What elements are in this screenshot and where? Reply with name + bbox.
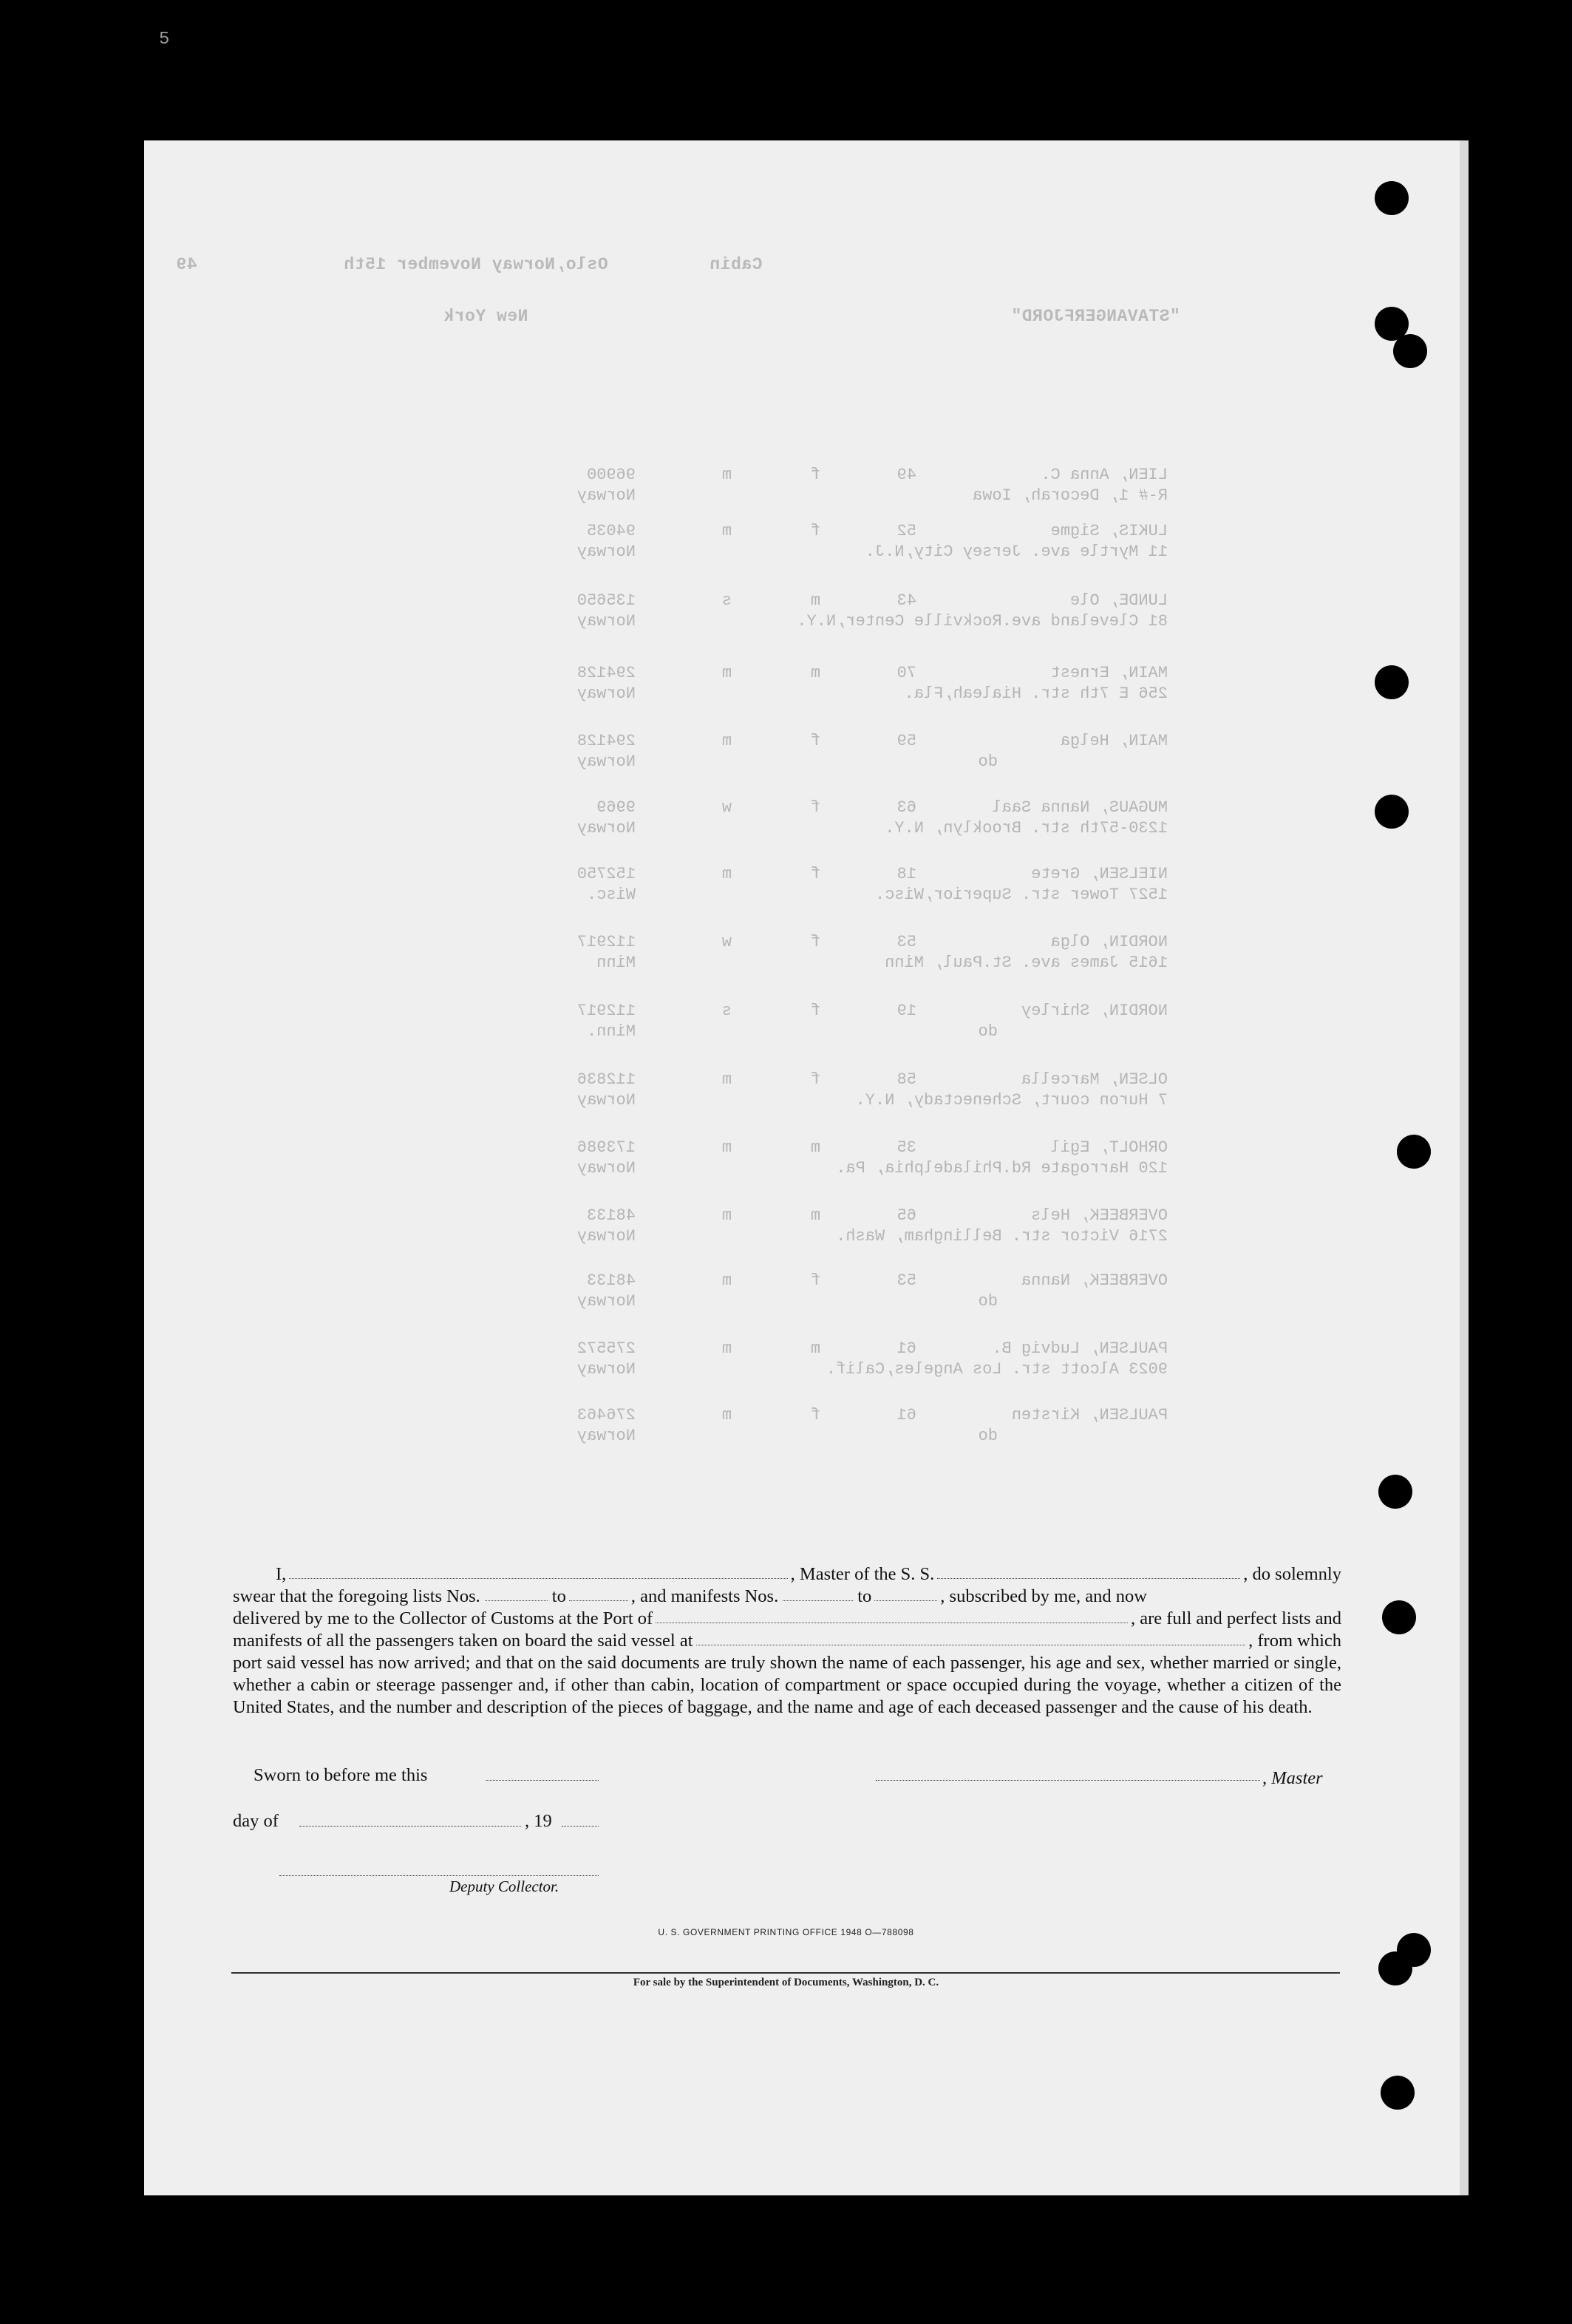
passenger-age: 53 (896, 1271, 916, 1290)
punch-hole (1381, 2076, 1415, 2110)
passenger-entry (562, 1138, 1168, 1183)
passenger-sex: f (810, 466, 820, 484)
passenger-name: NIELSEN, Grete (1031, 865, 1168, 883)
passenger-sex: f (810, 732, 820, 750)
passenger-address: 1615 James ave. St.Paul, Minn (885, 954, 1168, 972)
passenger-name: MAIN, Helga (1060, 732, 1168, 750)
punch-hole (1375, 181, 1409, 215)
passenger-country: Norway (576, 819, 636, 837)
passenger-country: Wisc. (586, 886, 636, 904)
deputy-collector-label: Deputy Collector. (449, 1878, 559, 1895)
master-signature-line (876, 1780, 1260, 1781)
passenger-entry (562, 865, 1168, 909)
passenger-entry (562, 664, 1168, 708)
passenger-country: Norway (576, 486, 636, 505)
passenger-country: Norway (576, 612, 636, 631)
for-sale-notice: For sale by the Superintendent of Documents, Washington, D. C. (633, 1977, 939, 1988)
passenger-entry (562, 1070, 1168, 1115)
passenger-marital: m (721, 1406, 732, 1424)
passenger-marital: m (721, 466, 732, 484)
passenger-number: 294128 (576, 732, 636, 750)
day-of-line (299, 1826, 521, 1827)
destination: New York (443, 307, 528, 326)
passenger-sex: m (810, 1206, 820, 1225)
passenger-address: 256 E 7th str. Hialeah,Fla. (904, 684, 1168, 703)
passenger-number: 48133 (586, 1206, 636, 1225)
passenger-name: LUKIS, Sigme (1050, 522, 1168, 540)
passenger-sex: f (810, 798, 820, 817)
oath-text (233, 1563, 1341, 1719)
oath-line-4: manifests of all the passengers taken on board the said vessel at , from which (233, 1631, 1341, 1651)
passenger-number: 96900 (586, 466, 636, 484)
passenger-country: Norway (576, 1159, 636, 1178)
passenger-number: 112917 (576, 933, 636, 951)
passenger-address: 81 Cleveland ave.Rockville Center,N.Y. (797, 612, 1168, 631)
passenger-sex: m (810, 1138, 820, 1157)
passenger-sex: f (810, 1271, 820, 1290)
passenger-country: Norway (576, 752, 636, 771)
passenger-sex: f (810, 933, 820, 951)
passenger-age: 63 (896, 798, 916, 817)
passenger-age: 18 (896, 865, 916, 883)
passenger-address: 9023 Alcott str. Los Angeles,Calif. (826, 1360, 1168, 1379)
passenger-age: 53 (896, 933, 916, 951)
oath-line-3: delivered by me to the Collector of Customs at the Port of , are full and perfect lists and (233, 1608, 1341, 1628)
page-number: 5 (159, 30, 170, 50)
passenger-number: 152750 (576, 865, 636, 883)
passenger-country: Minn. (586, 1022, 636, 1041)
passenger-entry (562, 732, 1168, 776)
passenger-address: R-# 1, Decorah, Iowa (972, 486, 1168, 505)
passenger-name: OLSEN, Marcella (1021, 1070, 1168, 1089)
passenger-address: do (978, 1292, 998, 1311)
passenger-address: 11 Myrtle ave. Jersey City,N.J. (865, 543, 1168, 561)
passenger-sex: f (810, 522, 820, 540)
passenger-entry (562, 1339, 1168, 1384)
passenger-marital: m (721, 732, 732, 750)
passenger-sex: f (810, 865, 820, 883)
passenger-country: Norway (576, 1292, 636, 1311)
left-number: 49 (176, 255, 197, 274)
passenger-sex: m (810, 1339, 820, 1358)
passenger-entry (562, 591, 1168, 636)
vessel-name: "STAVANGERFJORD" (1011, 307, 1180, 326)
passenger-marital: m (721, 1271, 732, 1290)
passenger-name: ORHOLT, Egil (1050, 1138, 1168, 1157)
passenger-marital: m (721, 1138, 732, 1157)
passenger-name: OVERBEEK, Nanna (1021, 1271, 1168, 1290)
passenger-age: 52 (896, 522, 916, 540)
passenger-number: 294128 (576, 664, 636, 682)
passenger-number: 48133 (586, 1271, 636, 1290)
passenger-address: do (978, 1427, 998, 1445)
passenger-marital: m (721, 1206, 732, 1225)
class-label: Cabin (710, 255, 763, 274)
passenger-age: 43 (896, 591, 916, 610)
master-label: , Master (1262, 1768, 1323, 1788)
passenger-entry (562, 1206, 1168, 1251)
gpo-imprint: U. S. GOVERNMENT PRINTING OFFICE 1948 O—788098 (658, 1927, 914, 1937)
passenger-name: NORDIN, Shirley (1021, 1002, 1168, 1020)
passenger-number: 276463 (576, 1406, 636, 1424)
passenger-marital: m (721, 1339, 732, 1358)
passenger-number: 173986 (576, 1138, 636, 1157)
passenger-name: LUNDE, Ole (1069, 591, 1168, 610)
passenger-number: 135650 (576, 591, 636, 610)
passenger-number: 112917 (576, 1002, 636, 1020)
passenger-sex: m (810, 591, 820, 610)
passenger-marital: m (721, 1070, 732, 1089)
punch-hole (1375, 795, 1409, 829)
oath-body: port said vessel has now arrived; and that on the said documents are truly shown the name of each passenger, his age and sex, whether married or single, whether a cabin or steerage passenger and, if other than cabin, location of compartment or space occupied during the voyage, whether a citizen of the United States, and the number and description of the pieces of baggage, and the name and age of each deceased passenger and the cause of his death. (233, 1653, 1341, 1717)
passenger-marital: m (721, 865, 732, 883)
passenger-name: PAULSEN, Kirsten (1011, 1406, 1168, 1424)
passenger-name: OVERBEEK, Hels (1031, 1206, 1168, 1225)
passenger-entry (562, 1002, 1168, 1046)
footer-rule (231, 1972, 1340, 1974)
passenger-name: LIEN, Anna C. (1041, 466, 1168, 484)
passenger-number: 94035 (586, 522, 636, 540)
punch-hole (1378, 1475, 1412, 1509)
passenger-marital: s (721, 591, 732, 610)
punch-hole (1382, 1600, 1416, 1634)
passenger-sex: f (810, 1406, 820, 1424)
passenger-marital: m (721, 522, 732, 540)
passenger-address: 1230-57th str. Brooklyn, N.Y. (885, 819, 1168, 837)
passenger-address: 7 Huron court, Schenectady, N.Y. (855, 1091, 1168, 1110)
year-line (562, 1826, 599, 1827)
oath-line-2: swear that the foregoing lists Nos. to , and manifests Nos. to , subscribed by me, and now (233, 1586, 1147, 1606)
passenger-number: 9969 (596, 798, 636, 817)
punch-hole (1397, 1135, 1431, 1169)
passenger-marital: s (721, 1002, 732, 1020)
passenger-country: Norway (576, 1360, 636, 1379)
oath-line-1: I, , Master of the S. S. , do solemnly (276, 1564, 1341, 1584)
passenger-address: 120 Harrogate Rd.Philadelphia, Pa. (836, 1159, 1168, 1178)
passenger-age: 58 (896, 1070, 916, 1089)
passenger-number: 112836 (576, 1070, 636, 1089)
passenger-marital: w (721, 798, 732, 817)
passenger-entry (562, 1271, 1168, 1316)
passenger-entry (562, 933, 1168, 977)
passenger-address: do (978, 752, 998, 771)
passenger-age: 61 (896, 1339, 916, 1358)
passenger-sex: f (810, 1070, 820, 1089)
passenger-name: MUGAUS, Nanna Saal (992, 798, 1168, 817)
day-of-label: day of (233, 1811, 279, 1831)
passenger-country: Norway (576, 1091, 636, 1110)
passenger-age: 35 (896, 1138, 916, 1157)
passenger-age: 19 (896, 1002, 916, 1020)
passenger-country: Norway (576, 543, 636, 561)
passenger-marital: w (721, 933, 732, 951)
passenger-name: PAULSEN, Ludvig B. (992, 1339, 1168, 1358)
deputy-signature-line (279, 1875, 599, 1876)
passenger-country: Norway (576, 684, 636, 703)
sworn-label: Sworn to before me this (254, 1765, 428, 1785)
passenger-name: MAIN, Ernest (1050, 664, 1168, 682)
passenger-country: Norway (576, 1227, 636, 1246)
passenger-address: 2716 Victor str. Bellingham, Wash. (836, 1227, 1168, 1246)
punch-hole (1393, 334, 1427, 368)
passenger-age: 61 (896, 1406, 916, 1424)
sworn-date-line (486, 1780, 599, 1781)
passenger-country: Norway (576, 1427, 636, 1445)
passenger-age: 70 (896, 664, 916, 682)
port-date: Oslo,Norway November 15th (344, 255, 608, 274)
passenger-entry (562, 466, 1168, 510)
passenger-country: Minn (596, 954, 636, 972)
passenger-sex: m (810, 664, 820, 682)
passenger-address: do (978, 1022, 998, 1041)
passenger-sex: f (810, 1002, 820, 1020)
passenger-age: 49 (896, 466, 916, 484)
passenger-entry (562, 798, 1168, 843)
passenger-name: NORDIN, Olga (1050, 933, 1168, 951)
passenger-address: 1527 Tower str. Superior,Wisc. (874, 886, 1168, 904)
passenger-marital: m (721, 664, 732, 682)
passenger-number: 275572 (576, 1339, 636, 1358)
punch-hole (1375, 665, 1409, 699)
passenger-age: 59 (896, 732, 916, 750)
year-label: , 19 (525, 1811, 552, 1831)
passenger-entry (562, 522, 1168, 566)
passenger-age: 65 (896, 1206, 916, 1225)
passenger-entry (562, 1406, 1168, 1450)
